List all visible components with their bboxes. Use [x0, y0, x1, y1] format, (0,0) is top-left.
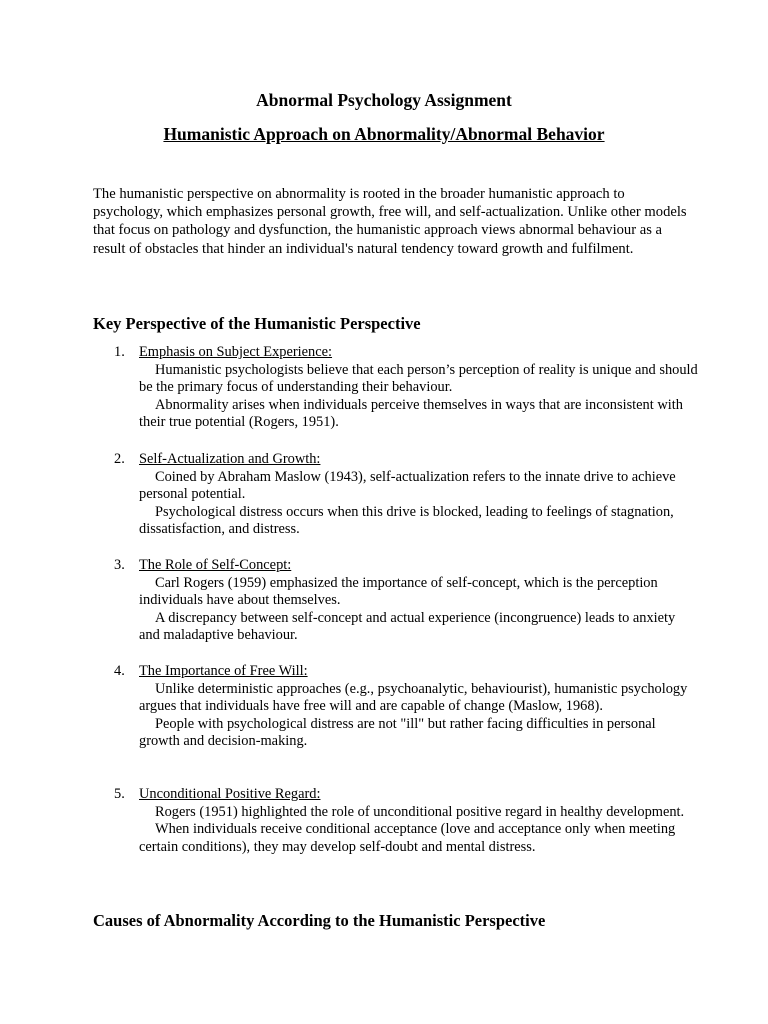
list-item [114, 786, 699, 856]
list-item-point: Psychological distress occurs when this drive is blocked, leading to feelings of stagnation, dissatisfaction, and distress. [139, 503, 674, 538]
list-number: 5. [114, 786, 125, 802]
list-item-point: People with psychological distress are not "ill" but rather facing difficulties in personal growth and decision-making. [139, 715, 656, 750]
list-item-point: Humanistic psychologists believe that each person’s perception of reality is unique and should be the primary focus of understanding their behaviour. [139, 361, 698, 396]
list-item-point: When individuals receive conditional acceptance (love and acceptance only when meeting certain conditions), they may develop self-doubt and mental distress. [139, 821, 676, 855]
list-item-title: Self-Actualization and Growth: [139, 451, 321, 467]
list-number: 4. [114, 663, 125, 679]
document-title: Abnormal Psychology Assignment [256, 90, 512, 110]
list-item-title: The Role of Self-Concept: [139, 557, 292, 573]
list-item-point: Unlike deterministic approaches (e.g., psychoanalytic, behaviourist), humanistic psychology argues that individuals have free will and are capable of change (Maslow, 1968). [139, 680, 688, 715]
list-number: 1. [114, 344, 125, 360]
causes-heading: Causes of Abnormality According to the Humanistic Perspective [93, 911, 546, 930]
list-item-point: Abnormality arises when individuals perceive themselves in ways that are inconsistent with their true potential (Rogers, 1951). [139, 396, 683, 431]
list-item [114, 557, 699, 645]
list-item-point: Rogers (1951) highlighted the role of unconditional positive regard in healthy development. [155, 803, 685, 820]
intro-paragraph: The humanistic perspective on abnormality is rooted in the broader humanistic approach to psychology, which emphasizes personal growth, free will, and self-actualization. Unlike other models that focus on pathology and dysfunction, the humanistic approach views abnormal behaviour as a result of obstacles that hinder an individual's natural tendency toward growth and fulfilment. [93, 186, 687, 257]
list-item-point: Carl Rogers (1959) emphasized the importance of self-concept, which is the perception individuals have about themselves. [139, 574, 658, 609]
list-number: 3. [114, 557, 125, 573]
list-item-title: Emphasis on Subject Experience: [139, 344, 333, 360]
list-number: 2. [114, 451, 125, 467]
key-perspective-heading: Key Perspective of the Humanistic Perspective [93, 314, 421, 333]
list-item [114, 451, 699, 539]
list-item [114, 663, 699, 751]
list-item-title: Unconditional Positive Regard: [139, 786, 321, 802]
list-item-title: The Importance of Free Will: [139, 663, 308, 679]
list-item [114, 344, 699, 432]
document-subtitle: Humanistic Approach on Abnormality/Abnormal Behavior [163, 124, 605, 144]
list-item-point: Coined by Abraham Maslow (1943), self-actualization refers to the innate drive to achieve personal potential. [139, 468, 676, 503]
list-item-point: A discrepancy between self-concept and actual experience (incongruence) leads to anxiety and maladaptive behaviour. [139, 609, 676, 644]
